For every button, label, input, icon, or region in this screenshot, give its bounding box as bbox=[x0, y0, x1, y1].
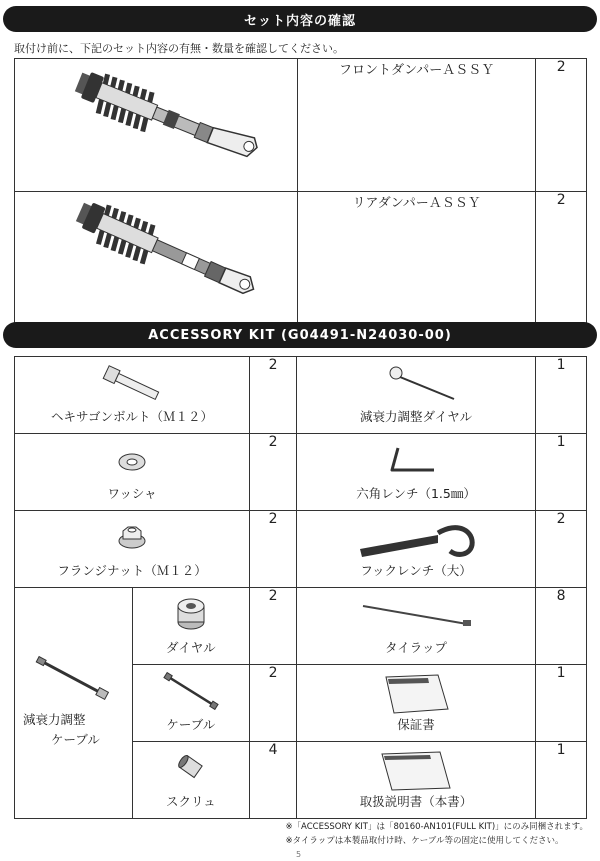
kit-cell bbox=[296, 511, 535, 588]
front-damper-icon bbox=[15, 59, 297, 187]
kit-qty: 2 bbox=[268, 357, 278, 373]
footnotes bbox=[285, 820, 588, 848]
kit-qty-cell bbox=[250, 511, 297, 588]
footnote: ※タイラップは本製品取付け時、ケーブル等の固定に使用してください。 bbox=[285, 836, 564, 846]
dial-icon bbox=[161, 592, 221, 636]
rear-damper-icon bbox=[15, 192, 297, 320]
set-contents-header bbox=[3, 6, 597, 32]
rear-damper-name-cell bbox=[298, 192, 536, 325]
kit-qty: 2 bbox=[268, 434, 278, 450]
kit-qty: 1 bbox=[556, 665, 566, 681]
kit-qty: 2 bbox=[268, 511, 278, 527]
kit-cell bbox=[296, 357, 535, 434]
kit-qty: 4 bbox=[268, 742, 278, 758]
washer-icon bbox=[102, 438, 162, 482]
adjust-dial-icon bbox=[366, 361, 466, 405]
table-row bbox=[15, 588, 587, 665]
kit-qty-cell bbox=[250, 665, 297, 742]
flange-nut-icon bbox=[102, 515, 162, 559]
hex-bolt-icon bbox=[92, 361, 172, 405]
accessory-kit-header bbox=[3, 322, 597, 348]
kit-cell bbox=[296, 742, 535, 819]
kit-item-label: タイラップ bbox=[385, 640, 448, 655]
kit-qty-cell bbox=[536, 588, 587, 665]
item-name: リアダンパーＡＳＳＹ bbox=[352, 196, 481, 211]
set-contents-title: セット内容の確認 bbox=[243, 13, 356, 29]
footnote: ※「ACCESSORY KIT」は「80160-AN101(FULL KIT)」にのみ同梱されます。 bbox=[285, 822, 588, 832]
set-contents-table bbox=[14, 58, 587, 325]
kit-qty: 2 bbox=[268, 588, 278, 604]
kit-item-label: ヘキサゴンボルト（Ｍ１２） bbox=[51, 409, 214, 424]
kit-cell bbox=[296, 434, 535, 511]
kit-cell bbox=[15, 434, 250, 511]
rear-damper-qty-cell bbox=[536, 192, 587, 325]
kit-item-label: ダイヤル bbox=[166, 640, 216, 655]
kit-qty: 1 bbox=[556, 357, 566, 373]
warranty-icon bbox=[366, 669, 466, 717]
manual-icon bbox=[366, 746, 466, 794]
item-name: フロントダンパーＡＳＳＹ bbox=[339, 63, 495, 78]
kit-item-label: フランジナット（Ｍ１２） bbox=[57, 563, 207, 578]
table-row bbox=[15, 357, 587, 434]
accessory-kit-table bbox=[14, 356, 587, 819]
intro-text: 取付け前に、下記のセット内容の有無・数量を確認してください。 bbox=[14, 42, 344, 55]
table-row bbox=[15, 434, 587, 511]
item-qty: 2 bbox=[556, 59, 566, 75]
kit-cell bbox=[15, 357, 250, 434]
kit-item-label: 取扱説明書（本書） bbox=[359, 794, 473, 809]
adjust-cable-icon bbox=[15, 648, 132, 708]
kit-cell bbox=[15, 511, 250, 588]
kit-item-label: ケーブル bbox=[166, 717, 216, 732]
kit-qty-cell bbox=[250, 357, 297, 434]
kit-cell bbox=[132, 742, 250, 819]
rear-damper-image-cell bbox=[15, 192, 298, 325]
front-damper-image-cell bbox=[15, 59, 298, 192]
front-damper-name-cell bbox=[298, 59, 536, 192]
item-qty: 2 bbox=[556, 192, 566, 208]
front-damper-qty-cell bbox=[536, 59, 587, 192]
kit-qty: 1 bbox=[556, 742, 566, 758]
kit-qty: 2 bbox=[556, 511, 566, 527]
kit-item-label: ワッシャ bbox=[107, 486, 157, 501]
kit-item-label: スクリュ bbox=[166, 794, 216, 809]
tie-wrap-icon bbox=[351, 592, 481, 636]
hex-wrench-icon bbox=[376, 438, 456, 482]
kit-qty-cell bbox=[250, 588, 297, 665]
table-row bbox=[15, 192, 587, 325]
table-row bbox=[15, 59, 587, 192]
kit-qty: 2 bbox=[268, 665, 278, 681]
kit-cell bbox=[132, 588, 250, 665]
kit-cell bbox=[296, 588, 535, 665]
table-row bbox=[15, 511, 587, 588]
screw-icon bbox=[161, 746, 221, 790]
adjust-cable-group-cell bbox=[15, 588, 133, 819]
cable-icon bbox=[151, 669, 231, 713]
kit-qty: 8 bbox=[556, 588, 566, 604]
kit-qty-cell bbox=[250, 742, 297, 819]
hook-wrench-icon bbox=[346, 515, 486, 563]
kit-qty-cell bbox=[536, 742, 587, 819]
kit-qty: 1 bbox=[556, 434, 566, 450]
kit-item-label: フックレンチ（大） bbox=[360, 563, 472, 578]
kit-cell bbox=[296, 665, 535, 742]
page-number: 5 bbox=[296, 850, 302, 859]
kit-item-label: 保証書 bbox=[397, 717, 435, 732]
kit-qty-cell bbox=[536, 434, 587, 511]
kit-qty-cell bbox=[536, 665, 587, 742]
adjust-cable-label-1: 減衰力調整 bbox=[23, 712, 86, 727]
kit-cell bbox=[132, 665, 250, 742]
kit-qty-cell bbox=[536, 511, 587, 588]
adjust-cable-label-2: ケーブル bbox=[51, 732, 100, 747]
accessory-kit-title: ACCESSORY KIT (G04491-N24030-00) bbox=[148, 327, 452, 343]
kit-item-label: 減衰力調整ダイヤル bbox=[359, 409, 473, 424]
kit-qty-cell bbox=[250, 434, 297, 511]
kit-qty-cell bbox=[536, 357, 587, 434]
kit-item-label: 六角レンチ（1.5㎜） bbox=[356, 486, 476, 501]
